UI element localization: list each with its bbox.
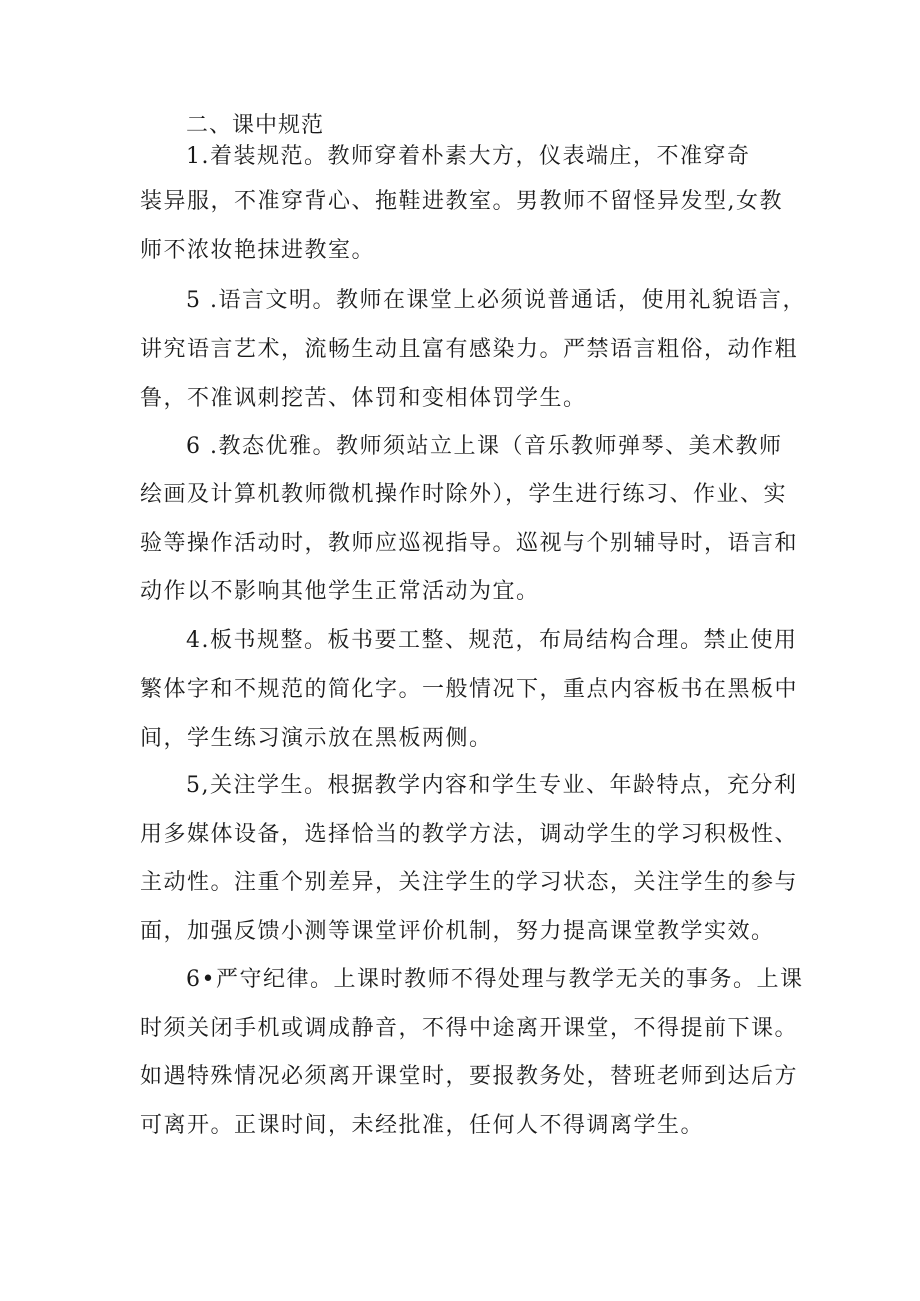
paragraph-line: 5 .语言文明。教师在课堂上必须说普通话，使用礼貌语言，: [186, 288, 806, 313]
paragraph-line: 间，学生练习演示放在黑板两侧。: [140, 726, 493, 751]
paragraph-line: 6•严守纪律。上课时教师不得处理与教学无关的事务。上课: [186, 967, 804, 992]
paragraph-line: 繁体字和不规范的简化字。一般情况下，重点内容板书在黑板中: [140, 677, 799, 702]
paragraph-line: 验等操作活动时，教师应巡视指导。巡视与个别辅导时，语言和: [140, 531, 799, 556]
paragraph-line: 装异服，不准穿背心、拖鞋进教室。男教师不留怪异发型,女教: [140, 189, 783, 214]
section-heading: 二、课中规范: [186, 113, 325, 138]
paragraph-line: 时须关闭手机或调成静音，不得中途离开课堂，不得提前下课。: [140, 1016, 799, 1041]
paragraph-line: 用多媒体设备，选择恰当的教学方法，调动学生的学习积极性、: [140, 822, 799, 847]
paragraph-line: 绘画及计算机教师微机操作时除外），学生进行练习、作业、实: [140, 482, 788, 507]
paragraph-line: 5,关注学生。根据教学内容和学生专业、年龄特点，充分利: [186, 773, 798, 798]
paragraph-line: 讲究语言艺术，流畅生动且富有感染力。严禁语言粗俗，动作粗: [140, 337, 799, 362]
paragraph-line: 可离开。正课时间，未经批准，任何人不得调离学生。: [140, 1113, 705, 1138]
paragraph-line: 1.着装规范。教师穿着朴素大方，仪表端庄，不准穿奇: [186, 144, 751, 169]
paragraph-line: 如遇特殊情况必须离开课堂时，要报教务处，替班老师到达后方: [140, 1064, 799, 1089]
paragraph-line: 4.板书规整。板书要工整、规范，布局结构合理。禁止使用: [186, 628, 798, 653]
paragraph-line: 主动性。注重个别差异，关注学生的学习状态，关注学生的参与: [140, 870, 799, 895]
paragraph-line: 鲁，不准讽刺挖苦、体罚和变相体罚学生。: [140, 386, 587, 411]
paragraph-line: 面，加强反馈小测等课堂评价机制，努力提高课堂教学实效。: [140, 919, 775, 944]
paragraph-line: 动作以不影响其他学生正常活动为宜。: [140, 579, 540, 604]
paragraph-line: 师不浓妆艳抹进教室。: [140, 238, 376, 263]
paragraph-line: 6 .教态优雅。教师须站立上课（音乐教师弹琴、美术教师: [186, 434, 783, 459]
